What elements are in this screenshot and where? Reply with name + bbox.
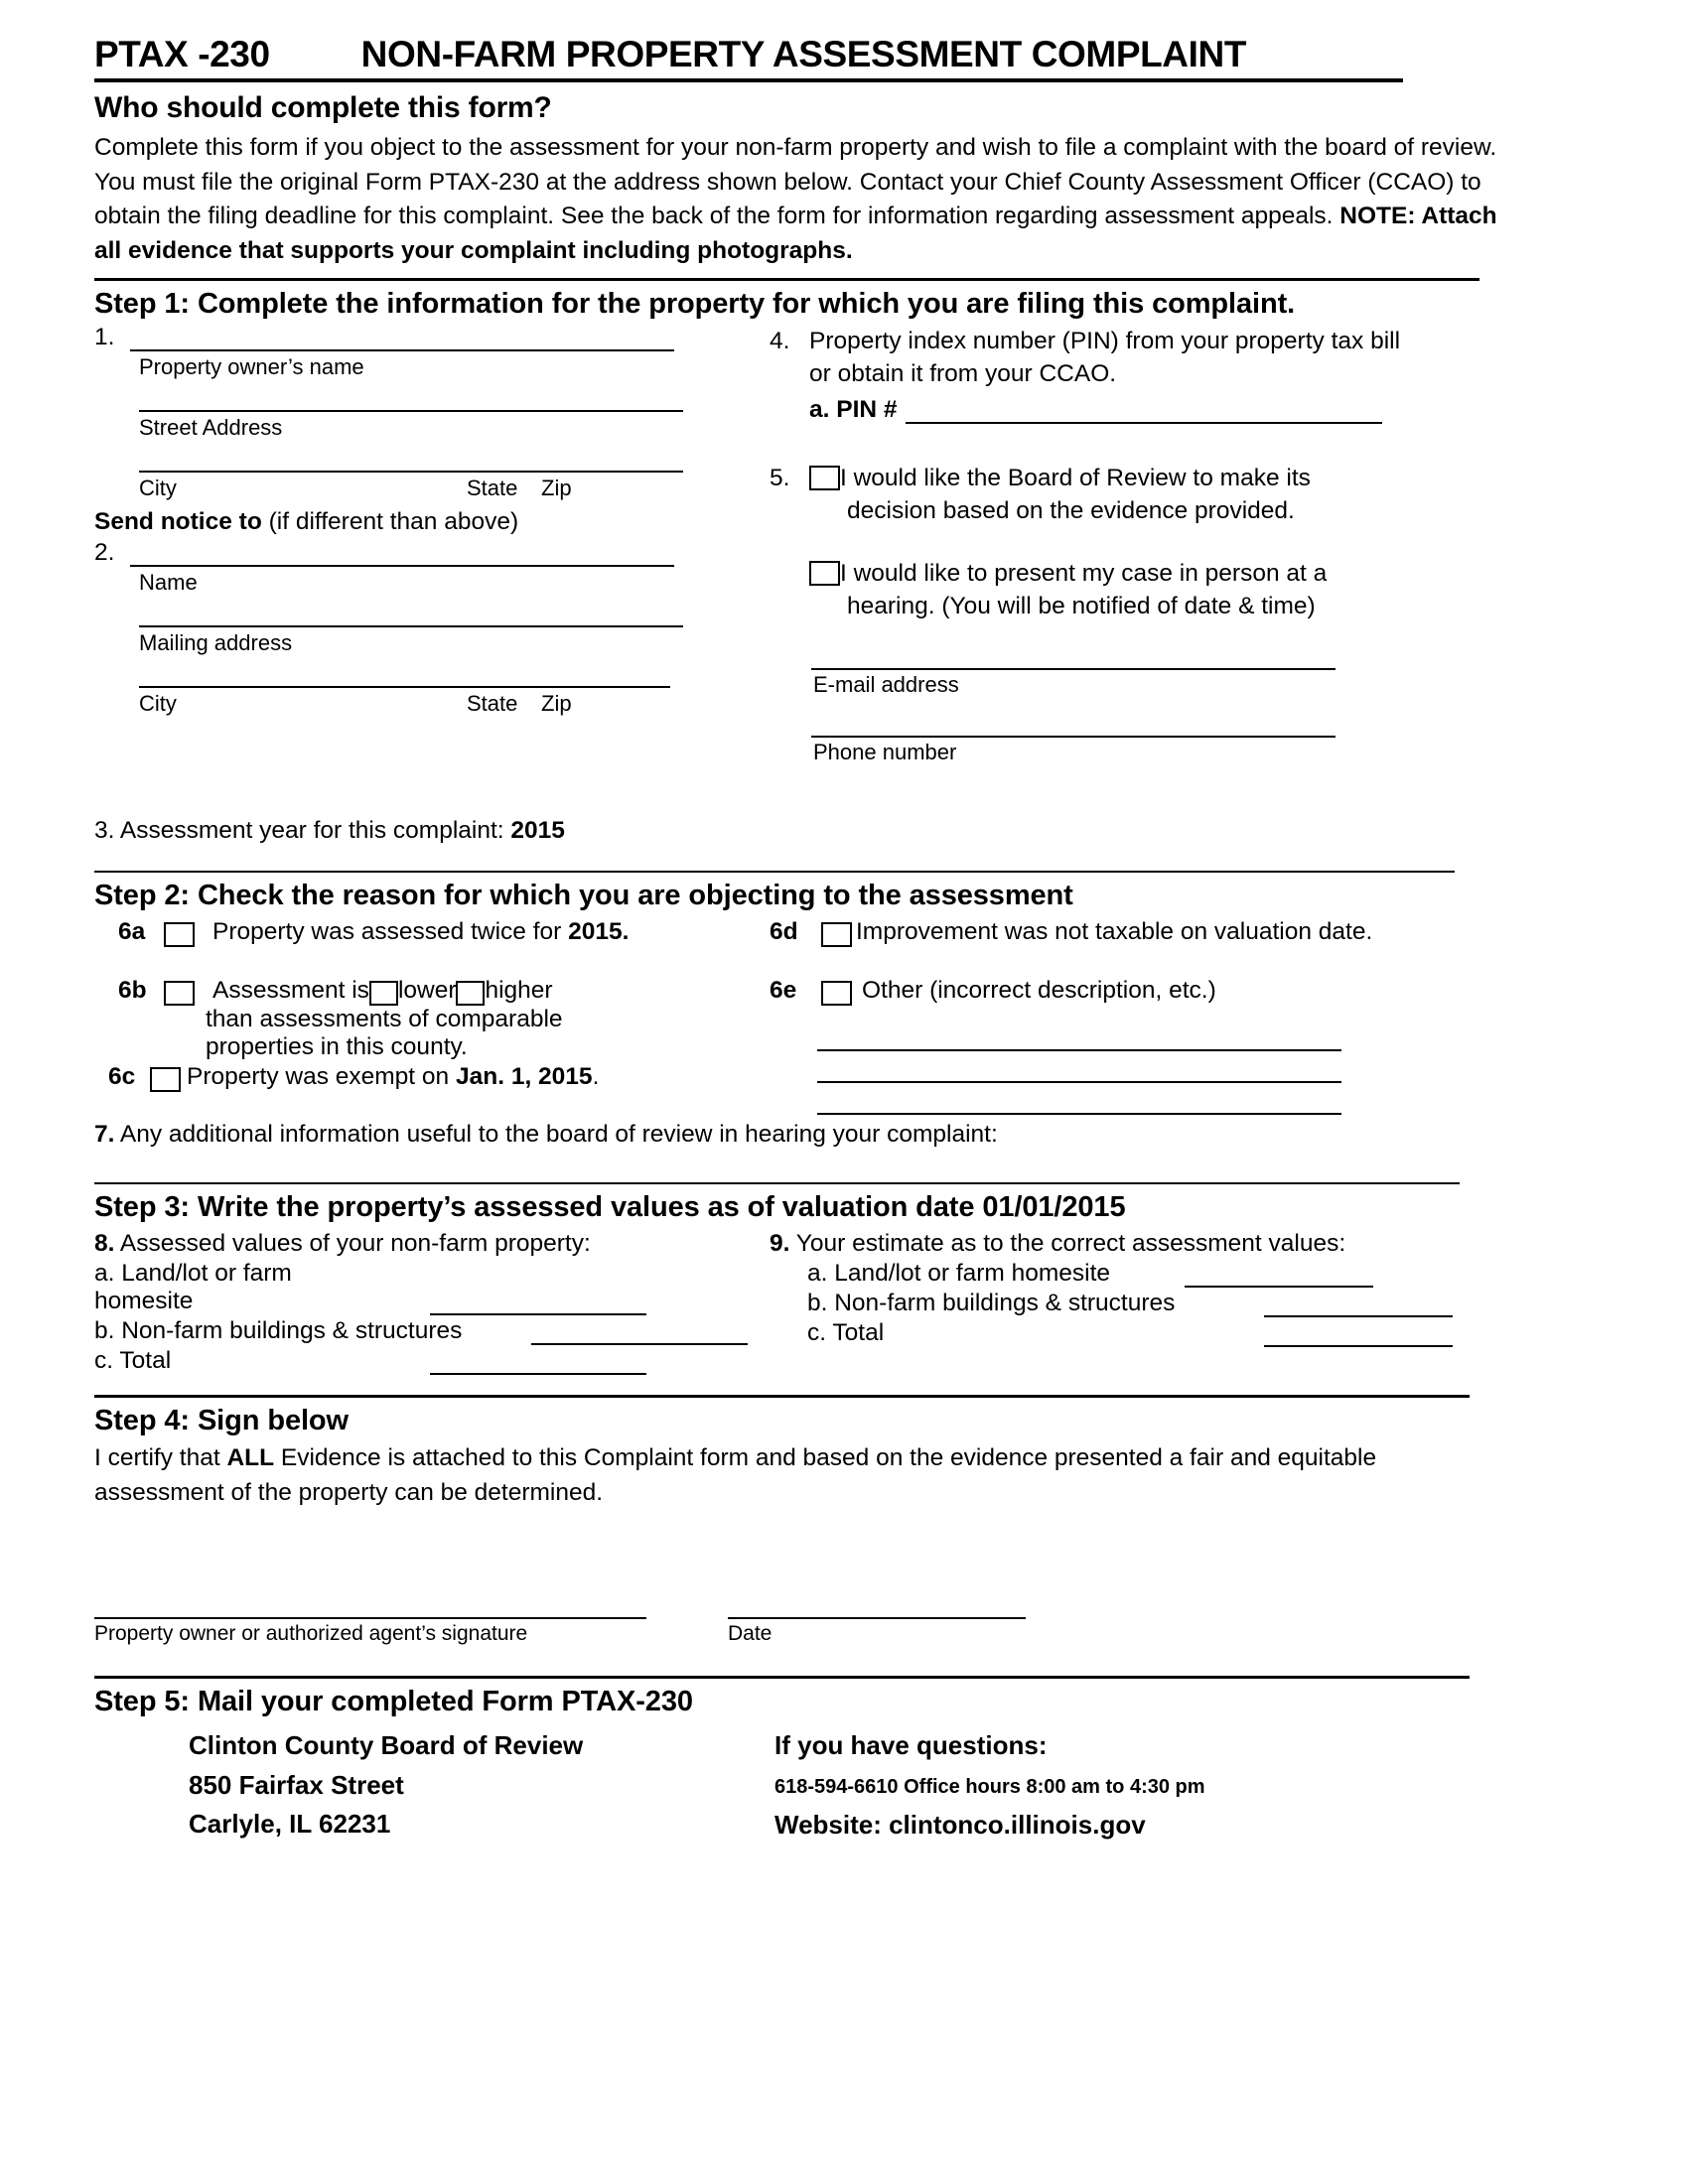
city-label: City <box>139 475 177 500</box>
owner-name-caption <box>139 354 770 380</box>
certify-bold: ALL <box>226 1444 275 1471</box>
checkbox-6b-lower[interactable] <box>369 981 398 1006</box>
item5-number: 5. <box>770 464 790 491</box>
item5-hearing-row <box>770 557 1484 622</box>
item8-value-a[interactable] <box>430 1290 646 1315</box>
item9-label-c: c. Total <box>807 1319 885 1346</box>
certify-pre: I certify that <box>94 1444 227 1471</box>
item5-option-evidence <box>809 462 1484 527</box>
pin-label: a. PIN # <box>809 395 898 423</box>
item8-label-c: c. Total <box>94 1347 172 1374</box>
step1-heading: Step 1: Complete the information for the property for which you are filing this complaint. <box>94 287 1296 320</box>
item9-row-a <box>807 1260 1484 1288</box>
website-line[interactable]: Website: clintonco.illinois.gov <box>774 1809 1146 1840</box>
checkbox-6c[interactable] <box>150 1067 181 1092</box>
assessment-year-row <box>94 817 1609 845</box>
phone-label: Phone number <box>813 740 957 764</box>
item9-row <box>770 1230 1484 1258</box>
item7-number: 7. <box>94 1121 115 1148</box>
divider-before-step2 <box>94 871 1455 873</box>
notice-zip-label: Zip <box>541 690 572 716</box>
checkbox-6b-higher[interactable] <box>456 981 485 1006</box>
pin-row <box>809 396 1484 424</box>
checkbox-6a[interactable] <box>164 922 195 947</box>
owner-name-row <box>94 323 770 351</box>
date-block <box>728 1595 1125 1646</box>
item8-row-a <box>94 1260 770 1315</box>
item-6b-inline <box>212 977 553 1006</box>
item-6a-text-pre: Property was assessed twice for <box>212 918 569 945</box>
mailing-address-block <box>189 1726 774 1844</box>
item-6b-higher-label: higher <box>485 977 553 1004</box>
item4-line1: Property index number (PIN) from your property tax bill <box>809 327 1401 354</box>
signature-input[interactable] <box>94 1595 646 1619</box>
item8-row-b <box>94 1317 770 1345</box>
item4-text <box>809 325 1484 390</box>
board-city-state-zip: Carlyle, IL 62231 <box>189 1809 391 1840</box>
hearing-option-line1: I would like to present my case in person at a <box>840 559 1328 587</box>
item-6e-text: Other (incorrect description, etc.) <box>862 977 1216 1004</box>
assessment-year-value: 2015 <box>510 817 565 844</box>
item-6a-row[interactable] <box>118 918 770 947</box>
item-6c-number: 6c <box>108 1063 136 1090</box>
item-6c-text-bold: Jan. 1, 2015 <box>455 1063 593 1090</box>
item-6a-number: 6a <box>118 918 146 945</box>
intro-paragraph <box>94 131 1514 269</box>
item-6a-text-bold: 2015. <box>568 918 630 945</box>
item9-text: Your estimate as to the correct assessment values: <box>789 1230 1346 1257</box>
street-address-input[interactable] <box>139 380 683 412</box>
evidence-option-line2: decision based on the evidence provided. <box>847 496 1295 524</box>
step3-columns <box>94 1230 1609 1375</box>
item-6e-other-line-2[interactable] <box>817 1051 1341 1083</box>
step1-columns <box>94 323 1609 765</box>
date-input[interactable] <box>728 1595 1026 1619</box>
item-6c-text-pre: Property was exempt on <box>187 1063 456 1090</box>
item-6b-line3: properties in this county. <box>206 1033 468 1060</box>
intro-note-text: Attach all evidence that supports your complaint including photographs. <box>94 203 1497 264</box>
item-6d-number: 6d <box>770 918 798 945</box>
zip-label: Zip <box>541 475 572 500</box>
phone-and-hours: 618-594-6610 Office hours 8:00 am to 4:30 pm <box>774 1775 1205 1798</box>
item-6e-other-line-1[interactable] <box>817 1020 1341 1051</box>
email-label: E-mail address <box>813 672 959 697</box>
notice-city-state-zip-caption <box>139 691 770 717</box>
owner-name-label: Property owner’s name <box>139 353 364 379</box>
mailing-address-input[interactable] <box>139 596 683 627</box>
page-title: NON-FARM PROPERTY ASSESSMENT COMPLAINT <box>360 34 1247 74</box>
signature-row <box>94 1595 1609 1646</box>
item9-value-b[interactable] <box>1264 1292 1453 1317</box>
step2-heading: Step 2: Check the reason for which you are objecting to the assessment <box>94 880 1073 911</box>
form-title-bar <box>94 34 1403 82</box>
evidence-option-line1: I would like the Board of Review to make its <box>840 464 1311 491</box>
assessment-year-label: 3. Assessment year for this complaint: <box>94 817 511 844</box>
checkbox-6b[interactable] <box>164 981 195 1006</box>
board-street: 850 Fairfax Street <box>189 1769 404 1800</box>
who-should-complete-heading: Who should complete this form? <box>94 91 552 124</box>
divider-before-step3 <box>94 1182 1460 1184</box>
checkbox-6e[interactable] <box>821 981 852 1006</box>
evidence-option-row[interactable] <box>809 462 1484 494</box>
item-6d-text: Improvement was not taxable on valuation date. <box>856 918 1373 945</box>
item1-number: 1. <box>94 323 115 350</box>
item-6b-row[interactable] <box>118 977 770 1006</box>
item8-row-c <box>94 1347 770 1375</box>
item-6b-number: 6b <box>118 977 147 1004</box>
phone-input[interactable] <box>811 712 1336 738</box>
step2-columns <box>94 918 1609 1115</box>
divider-before-step4 <box>94 1395 1470 1398</box>
signature-label: Property owner or authorized agent’s signature <box>94 1622 528 1646</box>
item7-row <box>94 1121 1609 1149</box>
certification-paragraph <box>94 1441 1484 1510</box>
notice-city-state-zip-input[interactable] <box>139 656 670 688</box>
item9-row-b <box>807 1290 1484 1317</box>
divider-before-step5 <box>94 1676 1470 1679</box>
checkbox-in-person-hearing[interactable] <box>809 561 840 586</box>
item9-value-a[interactable] <box>1185 1262 1373 1288</box>
step4-heading: Step 4: Sign below <box>94 1405 349 1436</box>
item8-label-a: a. Land/lot or farm homesite <box>94 1260 292 1314</box>
step2-left-column <box>94 918 770 1115</box>
item4-number: 4. <box>770 327 790 354</box>
item8-value-b[interactable] <box>531 1319 748 1345</box>
step5-heading: Step 5: Mail your completed Form PTAX-230 <box>94 1686 693 1718</box>
board-name: Clinton County Board of Review <box>189 1730 584 1761</box>
item9-row-c <box>807 1319 1484 1347</box>
item4-row <box>770 325 1484 390</box>
item-6c-text-post: . <box>592 1063 600 1090</box>
item7-text: Any additional information useful to the board of review in hearing your complaint: <box>114 1121 998 1148</box>
email-block <box>809 644 1484 698</box>
intro-note-label: NOTE: <box>1339 203 1422 230</box>
hearing-option-line2: hearing. (You will be notified of date & time) <box>847 592 1316 619</box>
item-6c-row[interactable] <box>108 1063 770 1092</box>
item8-text: Assessed values of your non-farm property: <box>114 1230 591 1257</box>
owner-name-input[interactable] <box>130 323 674 351</box>
item9-label-a: a. Land/lot or farm homesite <box>807 1260 1111 1287</box>
notice-city-label: City <box>139 690 177 716</box>
form-code: PTAX -230 <box>94 34 270 74</box>
mailing-address-label: Mailing address <box>139 629 293 655</box>
date-label: Date <box>728 1622 773 1646</box>
item-6b-line2: than assessments of comparable <box>206 1006 563 1032</box>
item8-number: 8. <box>94 1230 115 1257</box>
questions-block <box>774 1726 1430 1844</box>
hearing-option-row[interactable] <box>809 557 1484 590</box>
checkbox-evidence-decision[interactable] <box>809 466 840 490</box>
step1-left-column <box>94 323 770 765</box>
email-input[interactable] <box>811 644 1336 670</box>
item8-label-b: b. Non-farm buildings & structures <box>94 1317 463 1344</box>
step3-left-column <box>94 1230 770 1375</box>
notice-name-input[interactable] <box>130 538 674 567</box>
phone-block <box>809 712 1484 765</box>
item9-label-b: b. Non-farm buildings & structures <box>807 1290 1176 1316</box>
notice-name-caption <box>139 570 770 596</box>
step5-columns <box>94 1726 1609 1844</box>
item-6b-lower-label: lower <box>397 977 457 1004</box>
city-state-zip-caption <box>139 476 770 501</box>
item2-number: 2. <box>94 538 115 566</box>
mailing-address-caption <box>139 630 770 656</box>
step3-right-column <box>770 1230 1484 1375</box>
step2-right-column <box>770 918 1484 1115</box>
send-notice-rest: (if different than above) <box>261 507 519 535</box>
questions-heading: If you have questions: <box>774 1730 1048 1761</box>
divider-after-intro <box>94 278 1479 281</box>
state-label: State <box>467 475 518 500</box>
item-6d-row[interactable] <box>770 918 1484 947</box>
item-6e-number: 6e <box>770 977 797 1004</box>
item4-line2: or obtain it from your CCAO. <box>809 359 1117 387</box>
item-6e-row[interactable] <box>770 977 1484 1006</box>
item-6a-text <box>212 918 629 946</box>
item-6e-other-line-3[interactable] <box>817 1083 1341 1115</box>
send-notice-row <box>94 508 770 536</box>
notice-state-label: State <box>467 690 518 716</box>
street-address-caption <box>139 415 770 441</box>
item5-option-hearing <box>809 557 1484 622</box>
item9-value-c[interactable] <box>1264 1321 1453 1347</box>
item5-row <box>770 462 1484 527</box>
item8-row <box>94 1230 770 1258</box>
step1-right-column <box>770 323 1484 765</box>
item5-spacer <box>770 557 809 622</box>
street-address-label: Street Address <box>139 414 283 440</box>
send-notice-bold: Send notice to <box>94 507 262 535</box>
step3-heading: Step 3: Write the property’s assessed values as of valuation date 01/01/2015 <box>94 1191 1126 1223</box>
checkbox-6d[interactable] <box>821 922 852 947</box>
city-state-zip-input[interactable] <box>139 441 683 473</box>
item-6b-text-pre: Assessment is <box>212 977 369 1004</box>
pin-input[interactable] <box>906 396 1382 424</box>
intro-text: Complete this form if you object to the assessment for your non-farm property and wish to file a complaint with the board of review. You must file the original Form PTAX-230 at the address shown below. Contact your Chief County Assessment Officer (CCAO) to obtain the filing deadline for this complaint. See the back of the form for information regarding assessment appeals. <box>94 134 1497 230</box>
item9-number: 9. <box>770 1230 790 1257</box>
signature-block <box>94 1595 670 1646</box>
name-label: Name <box>139 569 198 595</box>
item-6c-text <box>187 1063 599 1091</box>
item8-value-c[interactable] <box>430 1349 646 1375</box>
certify-post: Evidence is attached to this Complaint form and based on the evidence presented a fair and equitable assessment of the property can be determined. <box>94 1444 1377 1506</box>
notice-name-row <box>94 538 770 567</box>
